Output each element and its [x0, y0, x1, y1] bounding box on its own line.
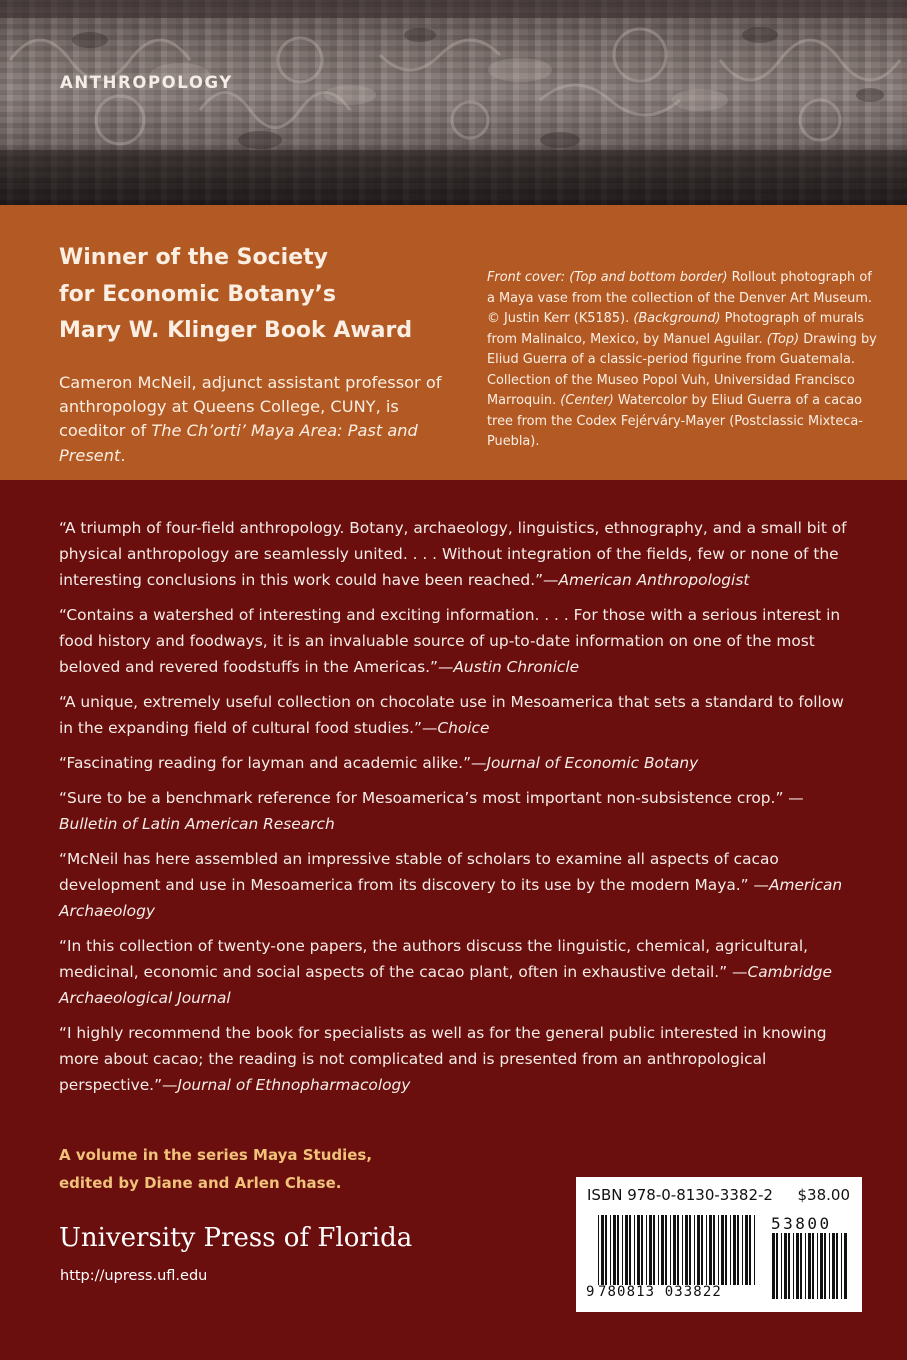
barcode-bar	[781, 1233, 782, 1299]
barcode-bar	[677, 1215, 679, 1285]
quote-text: “I highly recommend the book for specialists as well as for the general public interested in knowing more about cacao; the reading is not complicated and is presented from an anthropological perspective.”—	[59, 1024, 827, 1094]
isbn-barcode-box	[576, 1177, 862, 1312]
barcode-bar	[836, 1233, 838, 1299]
barcode-bar	[697, 1215, 700, 1285]
credits-part-label: (Center)	[560, 393, 614, 408]
maya-relief-decoration	[0, 0, 907, 205]
barcode-bar	[788, 1233, 790, 1299]
barcode-bar	[646, 1215, 647, 1285]
review-quote	[59, 933, 859, 1011]
barcode-bar	[737, 1215, 739, 1285]
barcode-bar	[808, 1233, 811, 1299]
quote-source: Journal of Economic Botany	[486, 754, 699, 772]
barcode-bar	[641, 1215, 643, 1285]
publisher-url[interactable]: http://upress.ufl.edu	[60, 1268, 208, 1284]
review-quote	[59, 1020, 859, 1098]
barcode-bar	[772, 1233, 775, 1299]
barcode-bar	[824, 1233, 826, 1299]
award-line: Mary W. Klinger Book Award	[59, 318, 413, 343]
barcode-bar	[844, 1233, 847, 1299]
barcode-addon-digits: 53800	[771, 1214, 832, 1233]
review-quote	[59, 602, 859, 680]
barcode-bar	[742, 1215, 743, 1285]
review-quote	[59, 846, 859, 924]
barcode-bar	[725, 1215, 727, 1285]
credits-part-label: (Background)	[633, 311, 721, 326]
barcode-bar	[701, 1215, 703, 1285]
quote-text: “A triumph of four-field anthropology. Botany, archaeology, linguistics, ethnography, and a small bit of physical anthropology are seamlessly united. . . . Without integration of the fields, few or none of the interesting conclusions in this work could have been reached.”—	[59, 519, 847, 589]
series-note-line: A volume in the series Maya Studies,	[59, 1146, 373, 1164]
award-line: for Economic Botany’s	[59, 281, 337, 307]
award-line: Winner of the Society	[59, 245, 328, 270]
barcode-bar	[793, 1233, 794, 1299]
credits-part-text: Watercolor by Eliud Guerra of a cacao tree from the Codex Fejérváry-Mayer (Postclassic Mixteca-Puebla).	[487, 393, 863, 449]
barcode-bar	[605, 1215, 607, 1285]
review-quote	[59, 785, 859, 837]
barcode-bar	[625, 1215, 628, 1285]
barcode-bar	[670, 1215, 671, 1285]
credits-label: Front cover:	[487, 270, 566, 285]
barcode-bar	[673, 1215, 676, 1285]
barcode-main-digits: 780813 033822	[598, 1284, 722, 1300]
bio-text-end: .	[120, 445, 126, 465]
barcode-bar	[829, 1233, 830, 1299]
series-note-line: edited by Diane and Arlen Chase.	[59, 1174, 342, 1192]
barcode-bar	[730, 1215, 731, 1285]
credits-part-label: (Top)	[766, 331, 800, 347]
barcode-bar	[613, 1215, 616, 1285]
series-note	[59, 1141, 379, 1197]
cover-credits	[487, 268, 877, 453]
barcode-bar	[841, 1233, 842, 1299]
bio-book-title: The Ch’orti’ Maya Area: Past and Present	[59, 421, 418, 465]
bio-text: Cameron McNeil, adjunct assistant professor of anthropology at Queens College, CUNY, is coeditor of	[59, 373, 442, 441]
barcode-bar	[610, 1215, 611, 1285]
credits-part-label: (Top and bottom border)	[569, 270, 728, 285]
editor-bio	[59, 371, 467, 468]
barcode-bar	[800, 1233, 802, 1299]
award-heading	[59, 240, 439, 350]
quote-source: Cambridge Archaeological Journal	[59, 963, 833, 1007]
quote-text: “In this collection of twenty-one papers, the authors discuss the linguistic, chemical, agricultural, medicinal, economic and social aspects of the cacao plant, often in exhaustive detail.” —	[59, 937, 808, 981]
barcode-bar	[601, 1215, 604, 1285]
barcode-bar	[661, 1215, 664, 1285]
quote-source: American Archaeology	[59, 876, 843, 920]
price-label: $38.00	[797, 1186, 850, 1204]
barcode-bar	[649, 1215, 652, 1285]
publisher-name: University Press of Florida	[59, 1223, 413, 1253]
barcode-bar	[713, 1215, 715, 1285]
barcode-bar	[598, 1215, 599, 1285]
quote-source: Bulletin of Latin American Research	[59, 815, 335, 833]
barcode-bar	[784, 1233, 787, 1299]
barcode-bar	[749, 1215, 751, 1285]
review-quote	[59, 515, 859, 593]
barcode-bar	[820, 1233, 823, 1299]
barcode-bar	[745, 1215, 748, 1285]
barcode-bar	[622, 1215, 623, 1285]
quote-text: “Fascinating reading for layman and academic alike.”—	[59, 754, 487, 772]
barcode-bar	[796, 1233, 799, 1299]
barcode-bar	[665, 1215, 667, 1285]
barcode-first-digit: 9	[586, 1284, 595, 1300]
quote-source: Austin Chronicle	[453, 658, 580, 676]
barcode-bar	[629, 1215, 631, 1285]
quote-text: “McNeil has here assembled an impressive stable of scholars to examine all aspects of cacao development and use in Mesoamerica from its discovery to its use by the modern Maya.” —	[59, 850, 779, 894]
quote-source: Journal of Ethnopharmacology	[177, 1076, 411, 1094]
review-quote	[59, 689, 859, 741]
barcode-bar	[682, 1215, 683, 1285]
barcode-bar	[812, 1233, 814, 1299]
barcode-bar	[706, 1215, 707, 1285]
barcode-bar	[634, 1215, 635, 1285]
barcode-bar	[718, 1215, 719, 1285]
barcode-bar	[637, 1215, 640, 1285]
barcode-bar	[817, 1233, 818, 1299]
barcode-bar	[685, 1215, 688, 1285]
quote-text: “Sure to be a benchmark reference for Mesoamerica’s most important non-subsistence crop.” —	[59, 789, 804, 807]
quote-text: “Contains a watershed of interesting and exciting information. . . . For those with a serious interest in food history and foodways, it is an invaluable source of up-to-date information on one of the most beloved and revered foodstuffs in the Americas.”—	[59, 606, 841, 676]
barcode-bar	[689, 1215, 691, 1285]
quote-text: “A unique, extremely useful collection on chocolate use in Mesoamerica that sets a standard to follow in the expanding field of cultural food studies.”—	[59, 693, 844, 737]
quote-source: Choice	[437, 719, 490, 737]
credits-part-text: Photograph of murals from Malinalco, Mexico, by Manuel Aguilar.	[487, 311, 865, 347]
credits-part-text: Drawing by Eliud Guerra of a classic-period figurine from Guatemala. Collection of the Museo Popol Vuh, Universidad Francisco Marroquin.	[487, 331, 877, 408]
credits-part-text: Rollout photograph of a Maya vase from the collection of the Denver Art Museum. © Justin Kerr (K5185).	[487, 270, 873, 326]
barcode-bar	[733, 1215, 736, 1285]
barcode-bar	[653, 1215, 655, 1285]
barcode-bar	[709, 1215, 712, 1285]
barcode-bar	[776, 1233, 778, 1299]
barcode-bar	[721, 1215, 724, 1285]
barcode-bar	[658, 1215, 659, 1285]
barcode-bar	[617, 1215, 619, 1285]
barcode-bar	[805, 1233, 806, 1299]
barcode-bar	[694, 1215, 695, 1285]
series-category-label: ANTHROPOLOGY	[60, 73, 233, 92]
barcode-bar	[754, 1215, 755, 1285]
review-quote	[59, 750, 859, 776]
relief-photo-band	[0, 0, 907, 205]
quote-source: American Anthropologist	[558, 571, 750, 589]
review-quotes	[59, 515, 859, 1107]
barcode-bar	[832, 1233, 835, 1299]
isbn-number: ISBN 978-0-8130-3382-2	[587, 1186, 773, 1204]
